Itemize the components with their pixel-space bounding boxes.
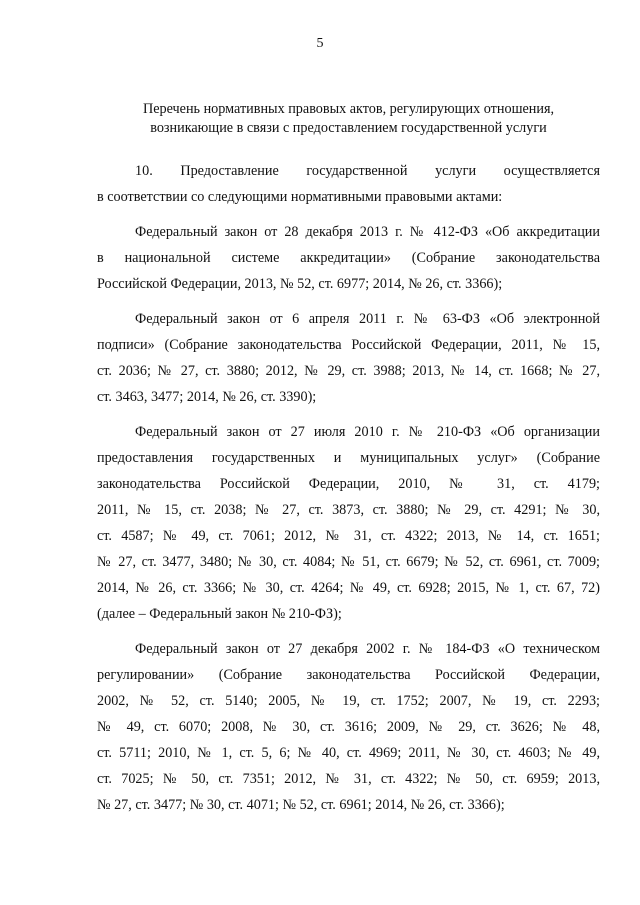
text-line: Российской Федерации, 2013, № 52, ст. 6977; 2014, № 26, ст. 3366);: [97, 276, 503, 292]
paragraph: [97, 219, 600, 297]
paragraph: [97, 419, 600, 627]
text-line: Федеральный закон от 27 июля 2010 г. № 210-ФЗ «Об организации: [135, 424, 600, 440]
text-line: 2014, № 26, ст. 3366; № 30, ст. 4264; № 49, ст. 6928; 2015, № 1, ст. 67, 72): [97, 580, 600, 596]
paragraph: [97, 306, 600, 410]
text-line: подписи» (Собрание законодательства Российской Федерации, 2011, № 15,: [97, 337, 600, 353]
text-line: в национальной системе аккредитации» (Собрание законодательства: [97, 250, 600, 266]
text-line: № 27, ст. 3477, 3480; № 30, ст. 4084; № 51, ст. 6679; № 52, ст. 6961, ст. 7009;: [97, 554, 600, 570]
section-heading: [97, 100, 600, 138]
paragraph: [97, 636, 600, 818]
text-line: 10. Предоставление государственной услуги осуществляется: [135, 163, 600, 179]
text-line: Федеральный закон от 27 декабря 2002 г. № 184-ФЗ «О техническом: [135, 641, 600, 657]
text-line: № 27, ст. 3477; № 30, ст. 4071; № 52, ст. 6961; 2014, № 26, ст. 3366);: [97, 797, 505, 813]
text-line: ст. 5711; 2010, № 1, ст. 5, 6; № 40, ст. 4969; 2011, № 30, ст. 4603; № 49,: [97, 745, 600, 761]
text-line: 2002, № 52, ст. 5140; 2005, № 19, ст. 1752; 2007, № 19, ст. 2293;: [97, 693, 600, 709]
text-line: № 49, ст. 6070; 2008, № 30, ст. 3616; 2009, № 29, ст. 3626; № 48,: [97, 719, 600, 735]
text-line: ст. 3463, 3477; 2014, № 26, ст. 3390);: [97, 389, 317, 405]
text-line: 2011, № 15, ст. 2038; № 27, ст. 3873, ст. 3880; № 29, ст. 4291; № 30,: [97, 502, 600, 518]
text-line: ст. 2036; № 27, ст. 3880; 2012, № 29, ст. 3988; 2013, № 14, ст. 1668; № 27,: [97, 363, 600, 379]
paragraph: [97, 158, 600, 210]
heading-line: Перечень нормативных правовых актов, регулирующих отношения,: [142, 101, 555, 117]
page-number: 5: [316, 36, 324, 51]
text-line: ст. 4587; № 49, ст. 7061; 2012, № 31, ст. 4322; 2013, № 14, ст. 1651;: [97, 528, 600, 544]
text-line: Федеральный закон от 6 апреля 2011 г. № 63-ФЗ «Об электронной: [135, 311, 600, 327]
text-line: в соответствии со следующими нормативными правовыми актами:: [97, 189, 503, 205]
text-line: Федеральный закон от 28 декабря 2013 г. № 412-ФЗ «Об аккредитации: [135, 224, 600, 240]
text-line: (далее – Федеральный закон № 210-ФЗ);: [97, 606, 342, 622]
document-body: [97, 158, 600, 827]
heading-line: возникающие в связи с предоставлением государственной услуги: [150, 120, 547, 136]
text-line: регулировании» (Собрание законодательства Российской Федерации,: [97, 667, 600, 683]
text-line: законодательства Российской Федерации, 2010, № 31, ст. 4179;: [97, 476, 600, 492]
text-line: ст. 7025; № 50, ст. 7351; 2012, № 31, ст. 4322; № 50, ст. 6959; 2013,: [97, 771, 600, 787]
text-line: предоставления государственных и муниципальных услуг» (Собрание: [97, 450, 600, 466]
